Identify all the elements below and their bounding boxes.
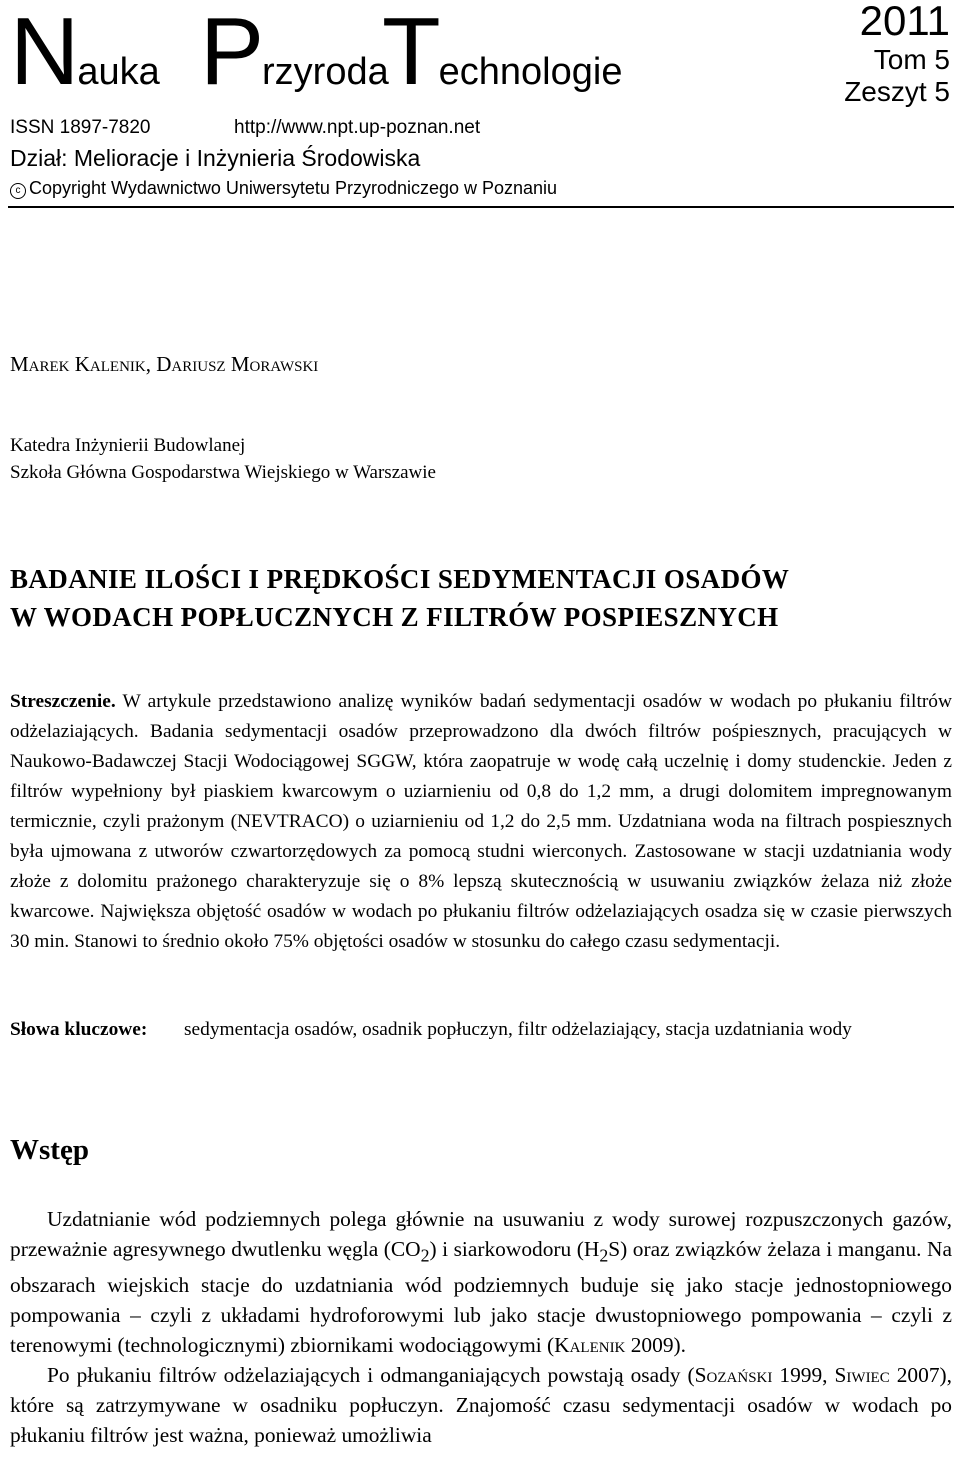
affiliation: [10, 432, 436, 486]
issue-year: 2011: [859, 0, 950, 44]
masthead-word-technologie: [382, 0, 623, 105]
text-run: ) i siarkowodoru (H: [429, 1237, 600, 1261]
issn: ISSN 1897-7820: [10, 117, 151, 138]
masthead-initial: N: [10, 0, 78, 105]
masthead-rest: echnologie: [438, 51, 623, 93]
section-heading: Wstęp: [10, 1134, 89, 1166]
journal-masthead: [10, 0, 650, 105]
paper-title: [10, 560, 955, 636]
copyright-line: [10, 173, 950, 203]
copyright-icon: c: [10, 183, 26, 199]
authors: Marek Kalenik, Dariusz Morawski: [10, 352, 319, 376]
masthead-initial: T: [382, 0, 439, 105]
masthead-word-przyroda: [200, 0, 389, 105]
keywords-label: Słowa kluczowe:: [10, 1019, 148, 1040]
masthead-rest: auka: [77, 51, 160, 93]
body-text: [10, 1204, 952, 1450]
masthead-rest: rzyroda: [262, 51, 389, 93]
issue-volume: Tom 5: [873, 44, 950, 75]
subscript: 2: [420, 1245, 430, 1266]
subscript: 2: [599, 1245, 609, 1266]
affiliation-department: Katedra Inżynierii Budowlanej: [10, 435, 246, 456]
text-run: Po płukaniu filtrów odżelaziających i odmanganiających powstają osady (: [47, 1363, 695, 1388]
abstract-label: Streszczenie.: [10, 691, 116, 712]
masthead-initial: P: [200, 0, 263, 105]
text-run: 2007), które są zatrzymywane w osadniku popłuczyn. Znajomość czasu sedymentacji osadów w wodach po płukaniu filtrów jest ważna, ponieważ umożliwia: [10, 1363, 952, 1448]
citation-author: Kalenik: [554, 1333, 626, 1358]
issn-url-row: [10, 113, 950, 143]
text-run: S) oraz związków żelaza i manganu. Na obszarach wiejskich stacje do uzdatniania wód podziemnych buduje się jako stacje jednostopniowego pompowania – czyli z układami hydroforowymi lub jako stacje dwustopniowego pompowania – czyli z terenowymi (technologicznymi) zbiornikami wodociągowymi (: [10, 1237, 952, 1358]
issue-number: Zeszyt 5: [844, 76, 950, 107]
abstract-text: W artykule przedstawiono analizę wyników badań sedymentacji osadów w wodach po płukaniu filtrów odżelaziających. Badania sedymentacji osadów przeprowadzono dla dwóch filtrów pośpiesznych, pracujących w Naukowo-Badawczej Stacji Wodociągowej SGGW, która zaopatruje w wodę całą uczelnię i domy studenckie. Jeden z filtrów wypełniony był piaskiem kwarcowym o uziarnieniu od 0,8 do 1,2 mm, a drugi dolomitem impregnowanym termicznie, czyli prażonym (NEVTRACO) o uziarnieniu od 1,2 do 2,5 mm. Uzdatniana woda na filtrach pospiesznych była ujmowana z utworów czwartorzędowych za pomocą studni wierconych. Zastosowane w stacji uzdatniania wody złoże z dolomitu prażonego charakteryzuje się o 8% lepszą skutecznością w usuwaniu związków żelaza niż złoże kwarcowe. Największa objętość osadów w wodach po płukaniu filtrów odżelaziających osadza się w czasie pierwszych 30 min. Stanowi to średnio około 75% objętości osadów w stosunku do całego czasu sedymentacji.: [10, 691, 952, 952]
text-run: Uzdatnianie wód podziemnych polega głównie na usuwaniu z wody surowej rozpuszczonych gazów, przeważnie agresywnego dwutlenku węgla (CO: [10, 1207, 952, 1261]
journal-url[interactable]: http://www.npt.up-poznan.net: [234, 117, 481, 138]
paragraph: [10, 1204, 952, 1360]
department: Dział: Melioracje i Inżynieria Środowiska: [10, 145, 421, 171]
citation-author: Siwiec: [834, 1363, 890, 1388]
keywords-text: sedymentacja osadów, osadnik popłuczyn, filtr odżelaziający, stacja uzdatniania wody: [184, 1019, 852, 1040]
masthead-word-nauka: [10, 0, 160, 105]
abstract: [10, 687, 952, 957]
keywords: [10, 1015, 952, 1045]
journal-meta: [10, 113, 950, 203]
copyright-text: Copyright Wydawnictwo Uniwersytetu Przyrodniczego w Poznaniu: [29, 178, 558, 198]
paragraph: [10, 1360, 952, 1450]
issue-info: [790, 0, 950, 108]
text-run: 1999,: [772, 1363, 835, 1388]
affiliation-institution: Szkoła Główna Gospodarstwa Wiejskiego w Warszawie: [10, 462, 436, 483]
title-line: BADANIE ILOŚCI I PRĘDKOŚCI SEDYMENTACJI OSADÓW: [10, 564, 790, 594]
title-line: W WODACH POPŁUCZNYCH Z FILTRÓW POSPIESZNYCH: [10, 602, 779, 632]
citation-author: Sozański: [694, 1363, 773, 1388]
text-run: 2009).: [625, 1333, 686, 1358]
header-divider: [8, 206, 954, 208]
